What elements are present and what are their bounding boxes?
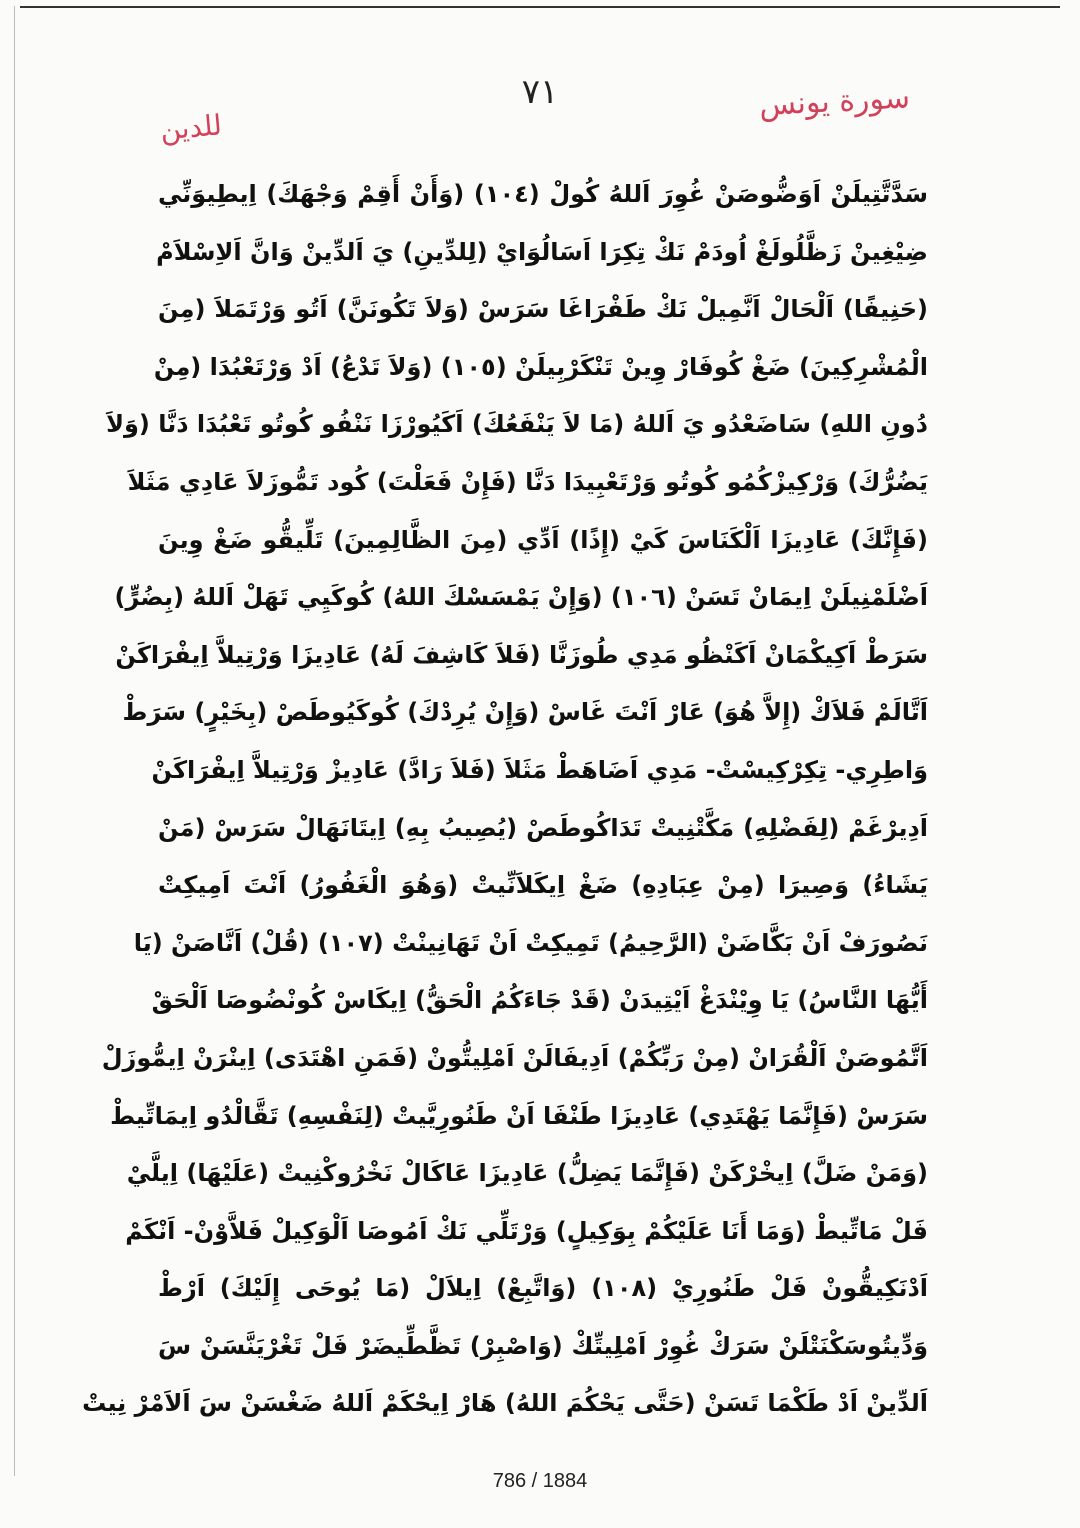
text-line: (حَنِيفًا) اَلْحَالْ اَنَّمِيلْ نَكْ طَفْرَاغَا سَرَسْ (وَلاَ تَكُونَنَّ) اَتُو وَرْتَمَلاَ (مِنَ (158, 295, 928, 324)
text-line: اَدِيرْغَمْ (لِفَضْلِهِ) مَكَّتْنِيتْ تَدَاكُوطَصْ (يُصِيبُ بِهِ) اِيتَانَهَالْ سَرَسْ (مَنْ (158, 813, 928, 842)
text-line: سَدَّتَّتِيلَنْ اَوَضُّوصَنْ غُوِرَ اَللهُ كُولْ (١٠٤) (وَأَنْ أَقِمْ وَجْهَكَ) اِيطِيوَنِّي (158, 180, 928, 208)
text-line: ضِيْغِينْ زَظَّلُولَغْ اُودَمْ نَكْ تِكِرَا اَسَالُوَايْ (لِلدِّينِ) يَ اَلدِّينْ وَانَّ اَلاِسْلاَمْ (156, 237, 928, 266)
text-line: اَتَّالَمْ فَلاَكْ (إِلاَّ هُوَ) عَارْ اَنْتَ غَاسْ (وَإِنْ يُرِدْكَ) كُوكَيُوطَصْ (بِخَيْرٍ) سَرَطْ (122, 698, 928, 727)
text-line: اَدْنَكِيقُّونْ فَلْ طَنُورِيْ (١٠٨) (وَاتَّبِعْ) اِيلاَلْ (مَا يُوحَى إِلَيْكَ) اَرْطْ (158, 1274, 929, 1303)
text-line: يَشَاءُ) وَصِيرَا (مِنْ عِبَادِهِ) ضَغْ اِيكَلاَنِّيتْ (وَهُوَ الْغَفُورُ) اَنْتَ اَمِيكِتْ (158, 871, 928, 900)
text-line: سَرَطْ اَكِيكْمَانْ اَكَنْظُو مَدِي طُوزَنَّا (فَلاَ كَاشِفَ لَهُ) عَادِيزَا وَرْتِيلاَّ اِيفْرَاكَنْ (115, 640, 928, 669)
text-line: وَدِّيتُوسَكْنَتْلَنْ سَرَكْ غُوِرْ اَمْلِيتِّكْ (وَاصْبِرْ) تَظَّطِّيضَرْ فَلْ تَغْرْيَنَّسَنْ سَ (158, 1331, 928, 1360)
text-line: (وَمَنْ ضَلَّ) اِيخْرْكَنْ (فَإِنَّمَا يَضِلُّ) عَادِيزَا عَاكَالْ نَخْرُوكْنِيتْ (عَلَيْهَا) اِيلَّيْ (126, 1159, 928, 1188)
text-line: (فَإِنَّكَ) عَادِيزَا اَلْكَنَاسَ كَيْ (إِذًا) اَدِّي (مِنَ الظَّالِمِينَ) تَلِّيقُّو ضَغْ وِينَ (158, 525, 928, 554)
text-line: الْمُشْرِكِينَ) ضَغْ كُوفَارْ وِينْ تَنْكَرْبِيلَنْ (١٠٥) (وَلاَ تَدْعُ) اَدْ وَرْتَعْبُدَا (مِنْ (153, 352, 928, 381)
text-line: نَصُورَفْ اَنْ بَكَّاضَنْ (الرَّحِيمُ) تَمِيكِتْ اَنْ تَهَانِينْتْ (١٠٧) (قُلْ) اَنَّاصَنْ (يَا (133, 928, 928, 957)
text-line: وَاطِرِي- تِكِرْكِيسْتْ- مَدِي اَضَاهَطْ مَثَلاَ (فَلاَ رَادَّ) عَادِيزْ وَرْتِيلاَّ اِيفْرَاكَنْ (151, 755, 928, 784)
arabic-text-block (82, 166, 929, 1433)
text-line: فَلْ مَاتِّيطْ (وَمَا أَنَا عَلَيْكُمْ بِوَكِيلٍ) وَرْتَلِّي نَكْ اَمُوصَا اَلْوَكِيلْ فَلاَّوْنْ- اَنْكَمْ (125, 1216, 928, 1245)
text-line: سَرَسْ (فَإِنَّمَا يَهْتَدِي) عَادِيزَا طَنْفَا اَنْ طَنُورِيَّيتْ (لِنَفْسِهِ) تَقَّالْدُو اِيمَاتِّيطْ (110, 1101, 928, 1130)
text-line: اَتَّمُوصَنْ اَلْقُرَانْ (مِنْ رَبِّكُمْ) اَدِيفَالَنْ اَمْلِيتُّونْ (فَمَنِ اهْتَدَى) اِينْرَنْ اِيمُّوزَلْ (101, 1043, 928, 1072)
text-line: يَضُرُّكَ) وَرْكِيزْكُمُو كُوتُو وَرْتَعْبِيدَا دَنَّا (فَإِنْ فَعَلْتَ) كُود تَمُّوزَلاَ عَادِي مَثَلاَ (127, 467, 928, 496)
page-top-edge (20, 6, 1060, 8)
surah-title-handwritten: سورة يونس (758, 80, 911, 124)
page-indicator: 786 / 1884 (492, 1470, 588, 1492)
page-left-edge (14, 6, 15, 1476)
text-line: دُونِ اللهِ) سَاضَعْدُو يَ اَللهُ (مَا لاَ يَنْفَعُكَ) اَكَيُورْزَا نَنْفُو كُوتُو تَعْبُدَا دَنَّا (وَلاَ (106, 410, 928, 439)
text-line: اَلدِّينْ اَدْ طَكْمَا تَسَنْ (حَتَّى يَحْكُمَ اللهُ) هَارْ اِيحْكَمْ اَللهُ ضَغْسَنْ سَ اَلاَمْرْ نِيتْ (82, 1389, 928, 1418)
page-number: ٧١ (521, 72, 559, 112)
handwritten-note-left: للدين (158, 108, 224, 147)
text-line: أَيُّهَا النَّاسُ) يَا وِيْنْدَغْ اَيْتِيدَنْ (قَدْ جَاءَكُمُ الْحَقُّ) اِيكَاسْ كُونْضُوصَا اَلْحَقْ (151, 986, 928, 1015)
text-line: اَضْلَمْنِيلَنْ اِيمَانْ تَسَنْ (١٠٦) (وَإِنْ يَمْسَسْكَ اللهُ) كُوكَيِي تَهَلْ اَللهُ (بِضُرٍّ) (114, 583, 928, 612)
